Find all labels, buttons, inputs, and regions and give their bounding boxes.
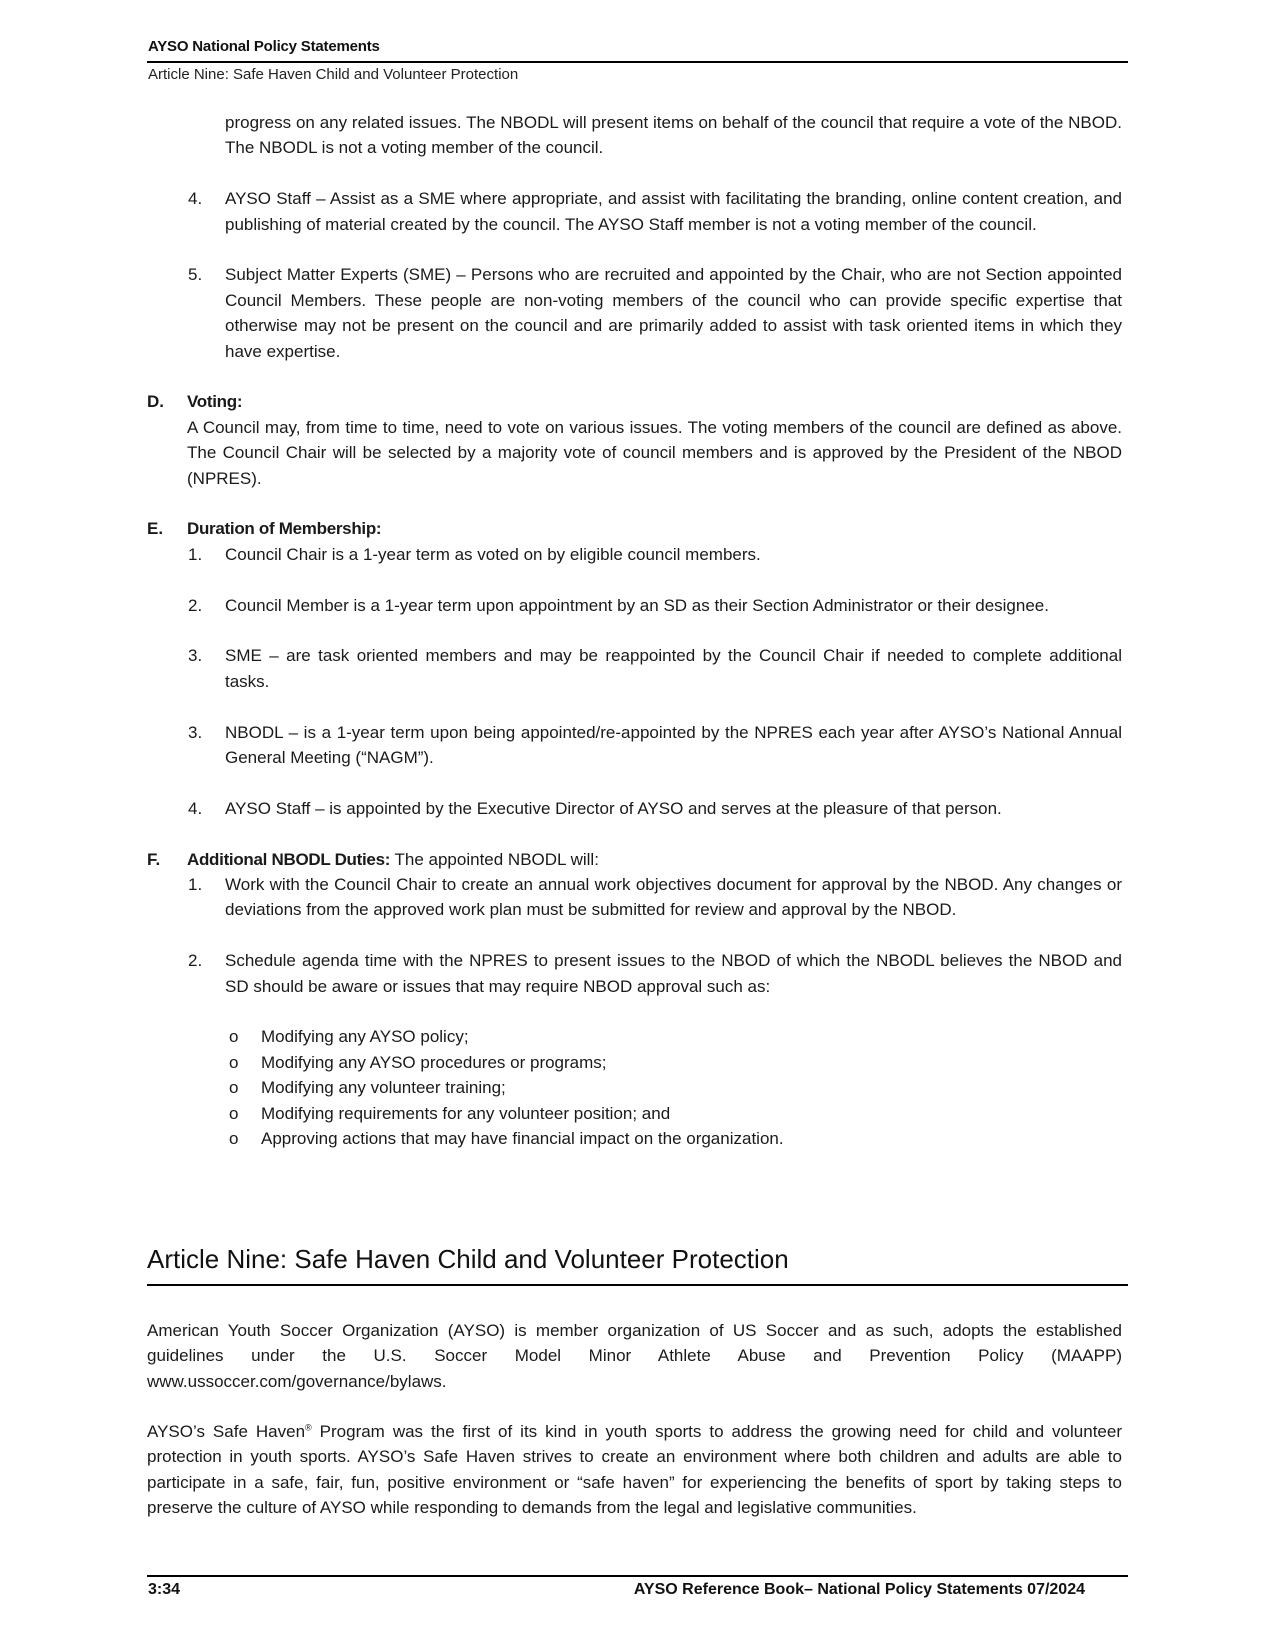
body-content [147,110,1122,1151]
list-number: 2. [188,595,203,615]
bullet-item [225,1075,1122,1100]
bullet-text: Modifying requirements for any volunteer position; and [261,1103,671,1123]
section-d-body: A Council may, from time to time, need to vote on various issues. The voting members of the council are defined as above. The Council Chair will be selected by a majority vote of council members and is approved by the President of the NBOD (NPRES). [187,417,1122,488]
bullet-list [225,1024,1122,1151]
section-letter: F. [147,849,161,869]
bullet-item [225,1126,1122,1151]
list-item [188,872,1122,923]
section-e-list [147,542,1122,821]
section-intro: The appointed NBODL will: [390,849,599,869]
list-text: Schedule agenda time with the NPRES to present issues to the NBOD of which the NBODL believes the NBOD and SD should be aware or issues that may require NBOD approval such as: [225,951,1122,996]
section-title: Voting: [187,392,243,412]
section-f-heading [147,847,1122,872]
list-item [188,643,1122,694]
page-number: 3:34 [148,1581,181,1598]
list-text: Council Chair is a 1-year term as voted on by eligible council members. [225,544,761,564]
article-paragraph-1: American Youth Soccer Organization (AYSO) is member organization of US Soccer and as such, adopts the established guidelines under the U.S. Soccer Model Minor Athlete Abuse and Prevention Policy (MAAPP) www.ussoccer.com/governance/bylaws. [147,1321,1122,1391]
list-text: NBODL – is a 1-year term upon being appointed/re-appointed by the NPRES each year after AYSO’s National Annual General Meeting (“NAGM”). [225,722,1122,768]
footer-title: AYSO Reference Book– National Policy Statements 07/2024 [633,1581,1085,1598]
list-number: 5. [188,265,203,285]
list-item [188,796,1122,821]
header-rule [147,61,1128,63]
list-text: AYSO Staff – is appointed by the Executive Director of AYSO and serves at the pleasure of that person. [225,798,1002,818]
hollow-bullet-icon: o [229,1078,239,1098]
list-number: 1. [188,875,203,895]
section-letter: D. [147,392,164,412]
hollow-bullet-icon: o [229,1103,239,1123]
list-text: AYSO Staff – Assist as a SME where appropriate, and assist with facilitating the branding, online content creation, and publishing of material created by the council. The AYSO Staff member is not a voting member of the council. [225,189,1122,234]
list-number: 4. [188,189,203,209]
list-number: 3. [188,722,203,742]
para2-lead: AYSO’s Safe Haven [147,1422,306,1441]
list-text: Subject Matter Experts (SME) – Persons who are recruited and appointed by the Chair, who are not Section appointed Council Members. These people are non-voting members of the council who can provide specific expertise that otherwise may not be present on the council and are primarily added to assist with task oriented items in which they have expertise. [225,265,1122,361]
section-e-heading [147,516,1122,541]
list-item [188,262,1122,364]
running-header-title: AYSO National Policy Statements [148,38,380,55]
article-heading-rule [147,1284,1128,1286]
section-d-heading [147,389,1122,414]
continued-paragraph: progress on any related issues. The NBODL will present items on behalf of the council that require a vote of the NBOD. The NBODL is not a voting member of the council. [225,113,1122,158]
hollow-bullet-icon: o [229,1129,239,1149]
bullet-item [225,1024,1122,1049]
section-title: Duration of Membership: [187,519,382,539]
bullet-item [225,1050,1122,1075]
running-header-subtitle: Article Nine: Safe Haven Child and Volunteer Protection [148,66,519,83]
hollow-bullet-icon: o [229,1052,239,1072]
list-text: SME – are task oriented members and may be reappointed by the Council Chair if needed to complete additional tasks. [225,646,1122,691]
list-item [188,948,1122,999]
bullet-text: Modifying any volunteer training; [261,1078,506,1098]
registered-mark: ® [305,1422,312,1433]
list-item [188,720,1122,771]
list-number: 4. [188,798,203,818]
list-text: Council Member is a 1-year term upon appointment by an SD as their Section Administrator or their designee. [225,595,1049,615]
section-title: Additional NBODL Duties: [187,849,391,869]
article-heading: Article Nine: Safe Haven Child and Volunteer Protection [147,1244,789,1274]
section-letter: E. [147,519,164,539]
section-f-list [147,872,1122,999]
list-number: 1. [188,544,203,564]
list-number: 2. [188,951,203,971]
bullet-text: Modifying any AYSO procedures or programs; [261,1052,607,1072]
list-item [188,186,1122,237]
bullet-text: Approving actions that may have financial impact on the organization. [261,1129,784,1149]
para2-rest: Program was the first of its kind in youth sports to address the growing need for child and volunteer protection in youth sports. AYSO’s Safe Haven strives to create an environment where both children and adults are able to participate in a safe, fair, fun, positive environment or “safe haven” for experiencing the benefits of sport by taking steps to preserve the culture of AYSO while responding to demands from the legal and legislative communities. [147,1422,1122,1518]
list-text: Work with the Council Chair to create an annual work objectives document for approval by the NBOD. Any changes or deviations from the approved work plan must be submitted for review and approval by the NBOD. [225,875,1122,920]
list-item [188,593,1122,618]
bullet-item [225,1101,1122,1126]
list-number: 3. [188,646,203,666]
list-item [188,542,1122,567]
bullet-text: Modifying any AYSO policy; [261,1027,469,1047]
hollow-bullet-icon: o [229,1027,239,1047]
article-paragraph-2 [147,1419,1122,1521]
footer-rule [147,1575,1128,1577]
